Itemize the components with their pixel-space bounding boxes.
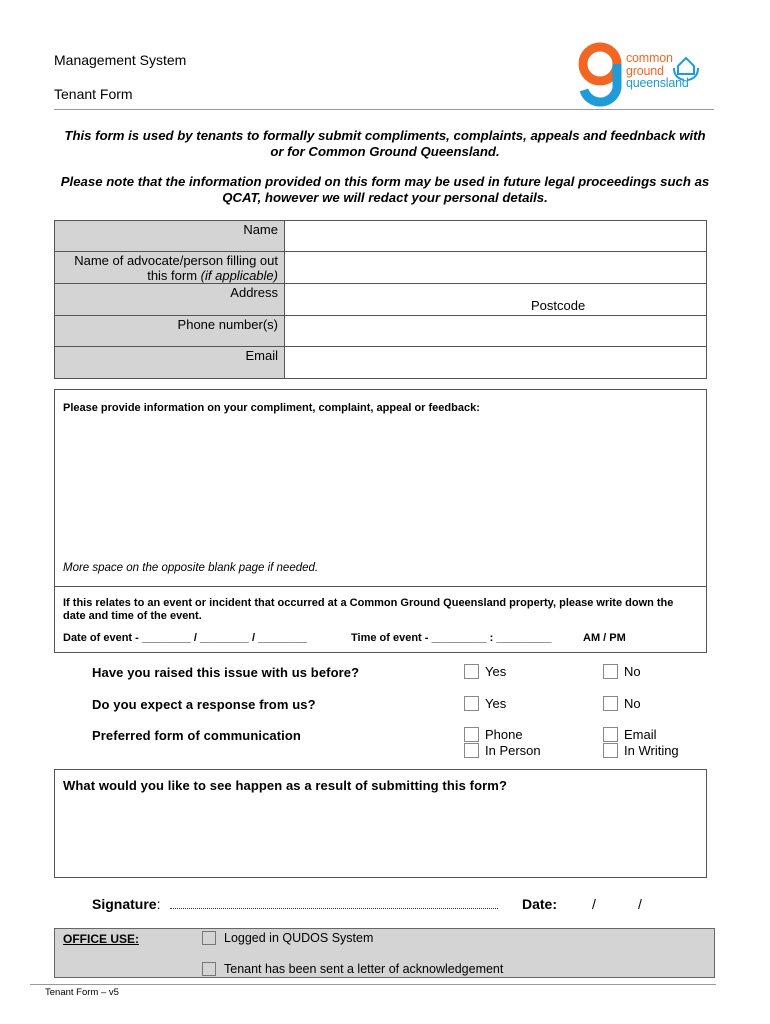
comm-person-option[interactable] xyxy=(464,743,541,758)
signature-colon: : xyxy=(156,896,161,912)
signature-label-text: Signature xyxy=(92,896,157,912)
logged-label: Logged in QUDOS System xyxy=(224,931,374,945)
name-field[interactable] xyxy=(285,221,707,252)
raised-no-option[interactable] xyxy=(603,664,641,679)
comm-phone-option[interactable] xyxy=(464,727,523,742)
raised-no-label: No xyxy=(624,664,641,679)
communication-question: Preferred form of communication xyxy=(92,728,301,743)
comm-person-checkbox[interactable] xyxy=(464,743,479,758)
expect-response-question: Do you expect a response from us? xyxy=(92,697,316,712)
legal-notice: Please note that the information provided on this form may be used in future legal proceedings such as QCAT, however we will redact your personal details. xyxy=(60,174,710,205)
tenant-details-table xyxy=(54,220,707,379)
comm-email-checkbox[interactable] xyxy=(603,727,618,742)
date-slash-2: / xyxy=(638,896,642,912)
office-item-letter[interactable] xyxy=(202,962,503,976)
date-slash-1: / xyxy=(592,896,596,912)
date-label: Date: xyxy=(522,896,558,912)
signature-line[interactable] xyxy=(170,908,498,909)
more-space-note: More space on the opposite blank page if needed. xyxy=(63,562,319,574)
footer-version: Tenant Form – v5 xyxy=(45,987,119,998)
response-yes-option[interactable] xyxy=(464,696,506,711)
comm-writing-option[interactable] xyxy=(603,743,679,758)
name-label: Name xyxy=(55,221,285,252)
raised-yes-option[interactable] xyxy=(464,664,506,679)
comm-phone-checkbox[interactable] xyxy=(464,727,479,742)
response-no-label: No xyxy=(624,696,641,711)
intro-paragraph: This form is used by tenants to formally submit compliments, complaints, appeals and feednback with or for Common Ground Queensland. xyxy=(64,128,706,159)
advocate-label-suffix: (if applicable) xyxy=(200,268,278,283)
comm-phone-label: Phone xyxy=(485,727,523,742)
address-field[interactable] xyxy=(285,284,707,316)
office-item-logged[interactable] xyxy=(202,931,373,945)
tenant-form-title: Tenant Form xyxy=(54,86,133,102)
response-yes-checkbox[interactable] xyxy=(464,696,479,711)
office-use-title: OFFICE USE: xyxy=(63,932,140,946)
logo-ring xyxy=(583,47,617,81)
comm-email-label: Email xyxy=(624,727,657,742)
address-label: Address xyxy=(55,284,285,316)
advocate-label-text: Name of advocate/person filling out this form xyxy=(74,253,278,283)
email-label: Email xyxy=(55,347,285,379)
am-pm-label: AM / PM xyxy=(583,632,626,644)
logged-checkbox[interactable] xyxy=(202,931,216,945)
management-system-title: Management System xyxy=(54,52,187,68)
logo-text xyxy=(626,52,689,90)
feedback-prompt: Please provide information on your compliment, complaint, appeal or feedback: xyxy=(63,402,480,414)
comm-writing-label: In Writing xyxy=(624,743,679,758)
outcome-box[interactable] xyxy=(54,769,707,878)
feedback-box xyxy=(54,389,707,653)
letter-label: Tenant has been sent a letter of acknowledgement xyxy=(224,962,504,976)
outcome-prompt: What would you like to see happen as a result of submitting this form? xyxy=(63,778,507,793)
postcode-label: Postcode xyxy=(531,298,586,313)
event-prompt: If this relates to an event or incident that occurred at a Common Ground Queensland property, please write down the date and time of the event. xyxy=(63,597,674,622)
comm-email-option[interactable] xyxy=(603,727,657,742)
advocate-field[interactable] xyxy=(285,252,707,284)
raised-before-question: Have you raised this issue with us before? xyxy=(92,665,360,680)
footer-divider xyxy=(30,984,716,985)
event-date-field[interactable]: Date of event - ________ / ________ / ________ xyxy=(63,632,308,644)
event-time-field[interactable]: Time of event - _________ : _________ xyxy=(351,632,552,644)
raised-yes-checkbox[interactable] xyxy=(464,664,479,679)
office-use-panel xyxy=(54,928,715,978)
response-no-checkbox[interactable] xyxy=(603,696,618,711)
feedback-divider xyxy=(55,586,706,587)
response-yes-label: Yes xyxy=(485,696,507,711)
signature-label xyxy=(92,896,160,912)
logo-word-ground: ground xyxy=(626,63,664,78)
email-field[interactable] xyxy=(285,347,707,379)
phone-label: Phone number(s) xyxy=(55,316,285,347)
letter-checkbox[interactable] xyxy=(202,962,216,976)
header-divider xyxy=(54,109,714,110)
comm-person-label: In Person xyxy=(485,743,541,758)
comm-writing-checkbox[interactable] xyxy=(603,743,618,758)
advocate-label xyxy=(55,252,285,284)
response-no-option[interactable] xyxy=(603,696,641,711)
logo-word-common: common xyxy=(626,51,673,65)
raised-yes-label: Yes xyxy=(485,664,507,679)
raised-no-checkbox[interactable] xyxy=(603,664,618,679)
logo-word-queensland: queensland xyxy=(626,76,689,90)
phone-field[interactable] xyxy=(285,316,707,347)
feedback-description-area[interactable] xyxy=(55,390,706,586)
